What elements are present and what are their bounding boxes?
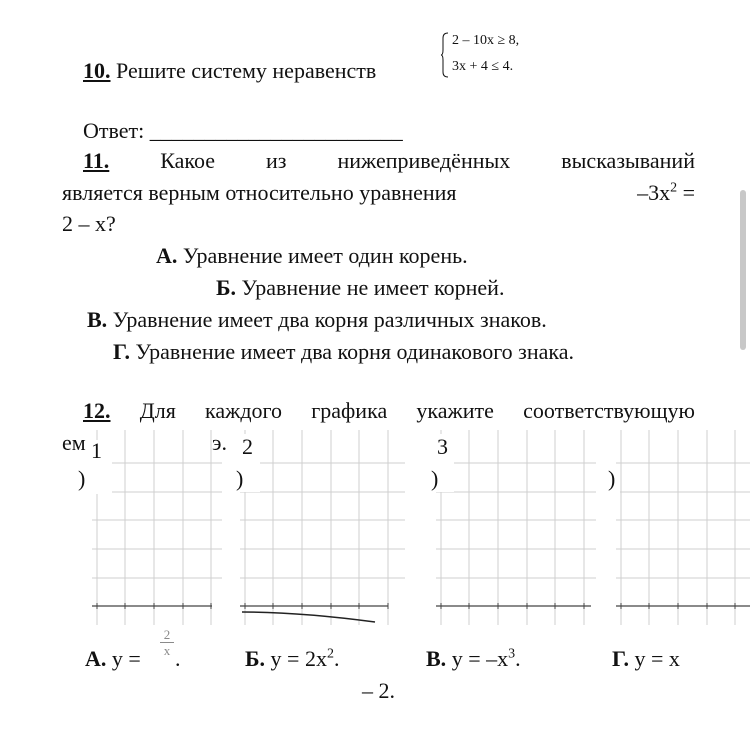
formula-b <box>245 648 339 670</box>
graph-4-grid <box>616 430 750 625</box>
formula-c-end: . <box>515 646 521 671</box>
graph-1-number: 1 <box>91 438 102 463</box>
task11-word: Какое <box>160 148 216 173</box>
formula-a-letter: А. <box>85 646 107 671</box>
option-letter: Б. <box>216 275 237 300</box>
answer-blank: _______________________ <box>149 118 403 143</box>
fraction-denominator: x <box>163 643 171 658</box>
option-letter: В. <box>87 307 108 332</box>
system-line-2: 3x + 4 ≤ 4. <box>452 59 514 74</box>
option-a <box>156 245 468 267</box>
option-text: Уравнение имеет два корня различных знаков. <box>107 307 547 332</box>
formula-d-continuation: – 2. <box>362 678 395 703</box>
formula-b-end: . <box>333 646 340 671</box>
graph-2 <box>240 430 405 625</box>
option-text: Уравнение имеет один корень. <box>177 243 468 268</box>
graph-3-paren: ) <box>431 466 439 491</box>
graph-2-number: 2 <box>242 434 253 459</box>
task10-line <box>83 60 376 82</box>
formula-a-text: y = <box>106 646 141 671</box>
formula-c-exponent: 3 <box>508 646 516 662</box>
task11-word: нижеприведённых <box>337 148 511 173</box>
task12-word: Для <box>139 398 176 423</box>
task12-word: графика <box>311 398 388 423</box>
task12-word: соответствующую <box>523 398 695 423</box>
task12-line2-fragment-b: э. <box>212 430 227 455</box>
option-text: Уравнение не имеет корней. <box>236 275 505 300</box>
formula-c-letter: В. <box>426 646 447 671</box>
vertical-scrollbar[interactable] <box>740 190 746 350</box>
equation-lhs: –3x <box>637 180 671 205</box>
task11-line-3: 2 – x? <box>62 211 116 236</box>
task11-line-1 <box>83 150 695 172</box>
formula-b-exponent: 2 <box>326 646 334 662</box>
equation-exponent: 2 <box>670 180 678 196</box>
formula-c-text: y = –x <box>446 646 509 671</box>
formula-a <box>85 648 141 670</box>
option-letter: А. <box>156 243 178 268</box>
formula-d-text: y = x <box>629 646 680 671</box>
system-line-1: 2 – 10x ≥ 8, <box>452 33 520 48</box>
task12-line-1 <box>83 400 695 422</box>
graph-1-paren: ) <box>78 466 86 491</box>
graph-2-paren: ) <box>236 466 244 491</box>
graph-3-number: 3 <box>437 434 448 459</box>
graph-3-grid <box>436 430 596 625</box>
task12-word: укажите <box>416 398 494 423</box>
formula-d-letter: Г. <box>612 646 630 671</box>
graph-4 <box>616 430 750 625</box>
graph-2-grid <box>240 430 405 625</box>
fraction-numerator: 2 <box>163 627 171 642</box>
option-text: Уравнение имеет два корня одинакового знака. <box>130 339 575 364</box>
task10-number: 10. <box>83 58 111 83</box>
graph-2-curve <box>242 612 375 622</box>
task10-answer <box>83 120 403 142</box>
option-d <box>113 341 574 363</box>
task11-equation <box>637 182 695 204</box>
task10-text: Решите систему неравенств <box>116 58 377 83</box>
option-letter: Г. <box>113 339 131 364</box>
answer-label: Ответ: <box>83 118 145 143</box>
formula-c <box>426 648 521 670</box>
option-c <box>87 309 547 331</box>
option-b <box>216 277 504 299</box>
task11-line2-text: является верным относительно уравнения <box>62 180 457 205</box>
graph-3 <box>436 430 596 625</box>
task11-number: 11. <box>83 148 110 173</box>
task12-number: 12. <box>83 398 111 423</box>
formula-d <box>612 648 680 670</box>
system-brace-icon <box>441 32 449 78</box>
task12-word: каждого <box>205 398 283 423</box>
formula-b-text: y = 2x <box>265 646 327 671</box>
formula-a-fraction <box>160 628 174 657</box>
graph-4-paren: ) <box>608 466 616 491</box>
formula-b-letter: Б. <box>245 646 266 671</box>
task11-word: высказываний <box>561 148 695 173</box>
task12-line2-fragment-a: ем <box>62 430 86 455</box>
task11-line-2 <box>62 182 695 204</box>
task11-word: из <box>266 148 287 173</box>
equation-equals: = <box>677 180 695 205</box>
formula-a-end: . <box>175 646 181 671</box>
